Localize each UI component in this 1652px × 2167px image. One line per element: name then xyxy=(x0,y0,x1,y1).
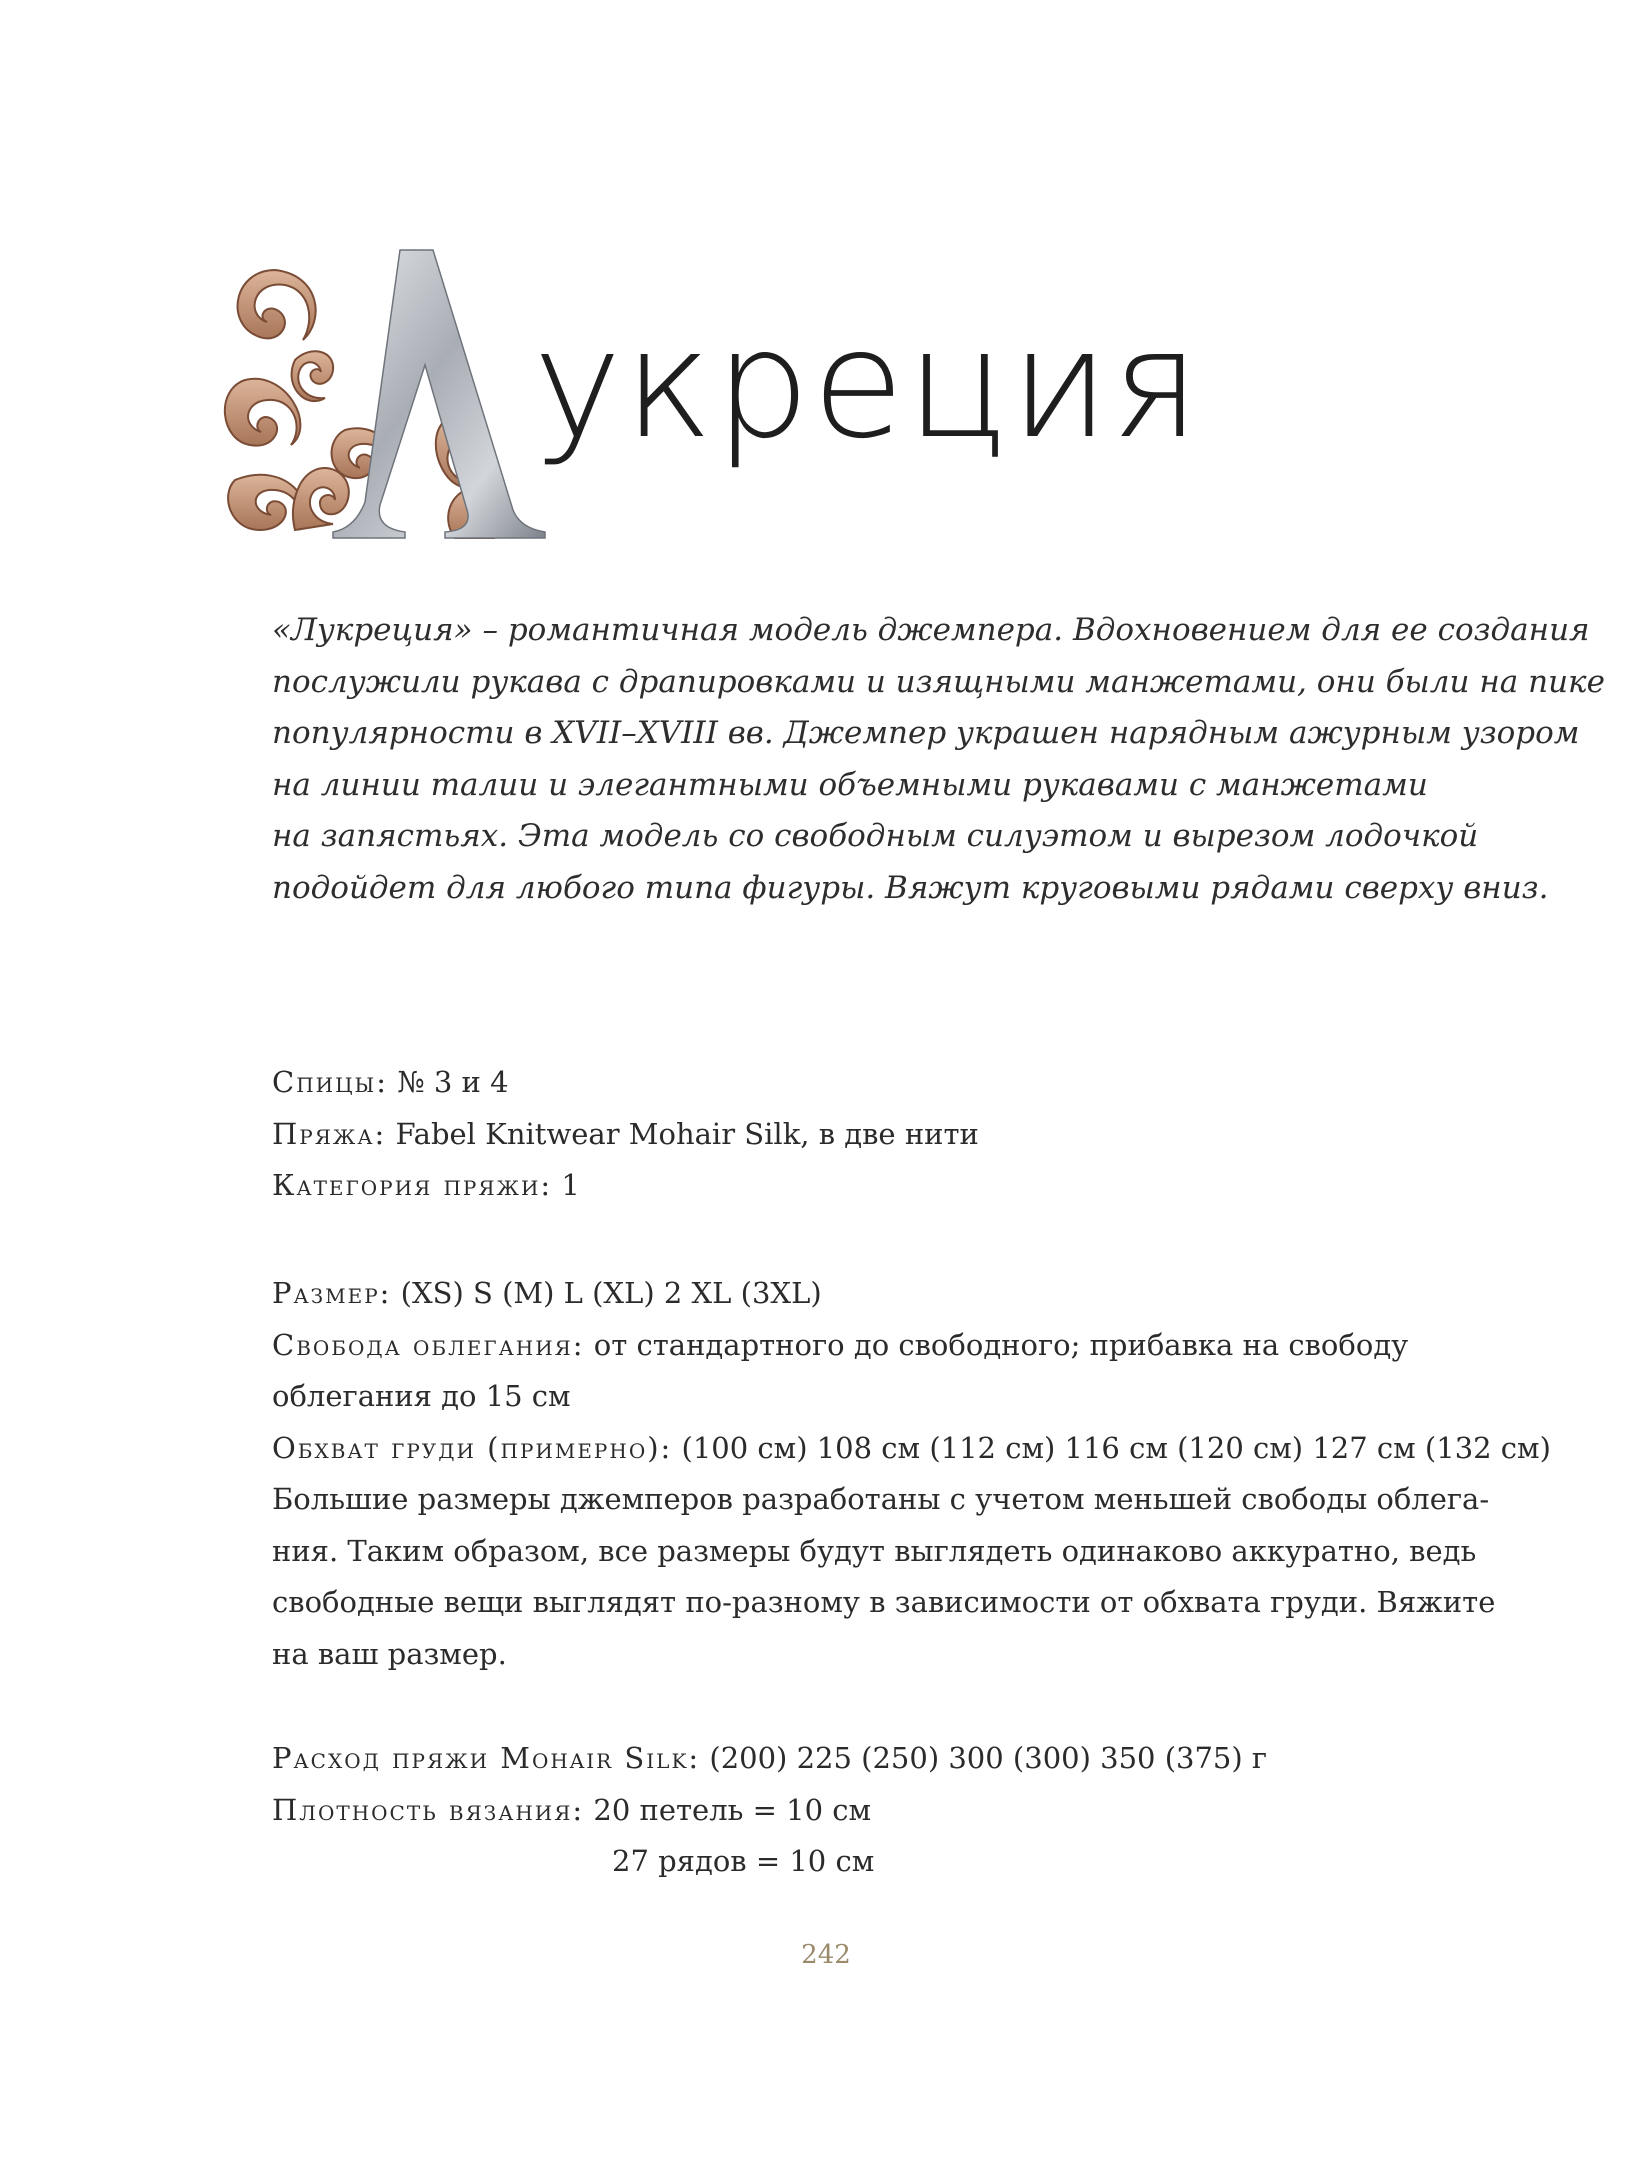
gauge-label: Плотность вязания: xyxy=(272,1792,585,1827)
gauge-row xyxy=(272,1785,1452,1837)
yarn-category-value: 1 xyxy=(561,1168,580,1202)
consumption-row xyxy=(272,1733,1452,1785)
needles-value: № 3 и 4 xyxy=(397,1065,509,1099)
materials-section xyxy=(272,1057,1452,1212)
bust-value: (100 см) 108 см (112 см) 116 см (120 см) 127 см (132 см) xyxy=(681,1430,1551,1465)
decorative-initial-icon xyxy=(215,240,555,540)
intro-line: «Лукреция» – романтичная модель джемпера. Вдохновением для ее создания xyxy=(272,612,1590,648)
ease-value: от стандартного до свободного; прибавка на свободу xyxy=(593,1327,1409,1362)
intro-paragraph xyxy=(272,605,1605,914)
intro-line: на линии талии и элегантными объемными рукавами с манжетами xyxy=(272,766,1428,803)
page-title: укреция xyxy=(533,298,1203,472)
ease-row xyxy=(272,1320,1452,1372)
size-row xyxy=(272,1268,1452,1320)
yarn-label: Пряжа: xyxy=(272,1116,387,1151)
bust-row xyxy=(272,1423,1551,1475)
yarn-value: Fabel Knitwear Mohair Silk, в две нити xyxy=(395,1116,979,1151)
intro-line: популярности в XVII–XVIII вв. Джемпер украшен нарядным ажурным узором xyxy=(272,715,1580,751)
ease-value-cont: облегания до 15 см xyxy=(272,1379,571,1413)
title-block xyxy=(215,240,1203,540)
size-note-line: свободные вещи выглядят по-разному в зависимости от обхвата груди. Вяжите xyxy=(272,1585,1496,1619)
sizing-section xyxy=(272,1268,1551,1680)
ease-label: Свобода облегания: xyxy=(272,1327,585,1362)
yarn-category-row xyxy=(272,1160,1452,1212)
initial-letter-l xyxy=(333,250,545,538)
yarn-row xyxy=(272,1109,1452,1161)
yarn-usage-section xyxy=(272,1733,1452,1888)
yarn-category-label: Категория пряжи: xyxy=(272,1168,553,1202)
size-note-line: ния. Таким образом, все размеры будут выглядеть одинаково аккуратно, ведь xyxy=(272,1533,1477,1568)
consumption-value: (200) 225 (250) 300 (300) 350 (375) г xyxy=(709,1741,1268,1775)
intro-line: послужили рукава с драпировками и изящными манжетами, они были на пике xyxy=(272,663,1605,700)
intro-line: подойдет для любого типа фигуры. Вяжут круговыми рядами сверху вниз. xyxy=(272,869,1549,906)
gauge-value-rows: 27 рядов = 10 см xyxy=(612,1844,875,1878)
gauge-value-stitches: 20 петель = 10 см xyxy=(593,1792,872,1827)
size-label: Размер: xyxy=(272,1276,392,1310)
size-note-line: Большие размеры джемперов разработаны с учетом меньшей свободы облега- xyxy=(272,1482,1490,1516)
page-number: 242 xyxy=(801,1940,851,1970)
size-value: (XS) S (M) L (XL) 2 XL (3XL) xyxy=(400,1276,822,1310)
needles-row xyxy=(272,1057,1452,1109)
needles-label: Спицы: xyxy=(272,1065,388,1099)
size-note-line: на ваш размер. xyxy=(272,1636,507,1671)
consumption-label: Расход пряжи Mohair Silk: xyxy=(272,1741,701,1775)
intro-line: на запястьях. Эта модель со свободным силуэтом и вырезом лодочкой xyxy=(272,818,1479,854)
bust-label: Обхват груди (примерно): xyxy=(272,1430,673,1465)
